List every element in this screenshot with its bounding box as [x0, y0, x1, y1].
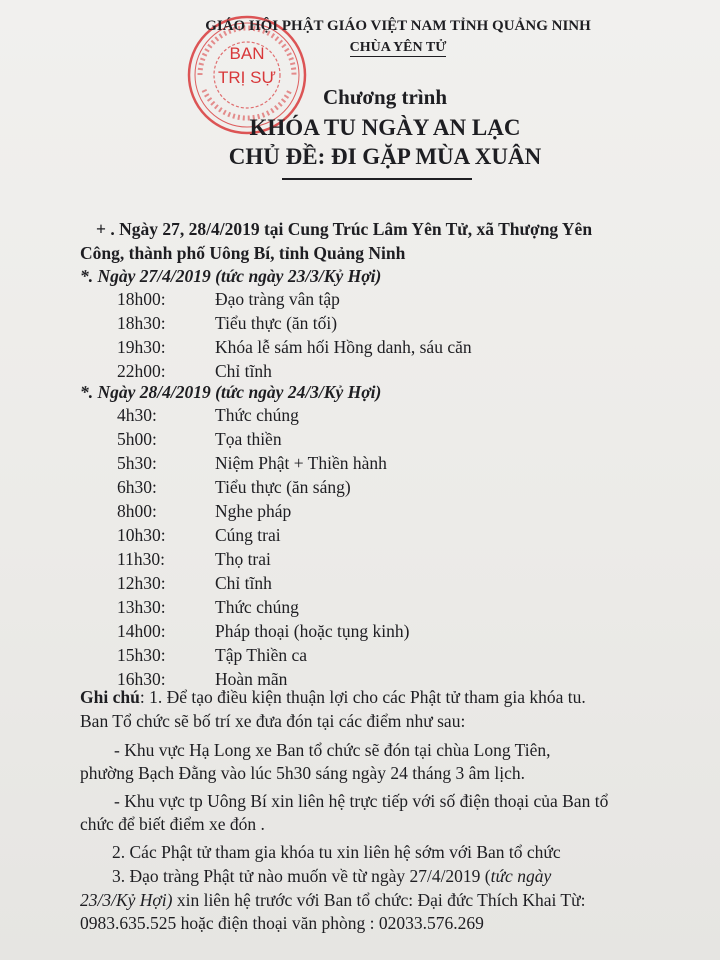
note-1-line-2: Ban Tổ chức sẽ bố trí xe đưa đón tại các điểm như sau:	[80, 711, 466, 731]
schedule-time: 6h30:	[117, 477, 157, 497]
stamp-line2: TRỊ SỰ	[218, 68, 276, 87]
schedule-activity: Khóa lễ sám hối Hồng danh, sáu căn	[215, 337, 472, 357]
schedule-time: 4h30:	[117, 405, 157, 425]
organization-name: GIÁO HỘI PHẬT GIÁO VIỆT NAM TỈNH QUẢNG NINH	[205, 18, 591, 34]
schedule-activity: Tập Thiền ca	[215, 645, 307, 665]
note-3-line-1	[112, 866, 551, 887]
note-3-line-3: 0983.635.525 hoặc điện thoại văn phòng : 02033.576.269	[80, 913, 484, 933]
schedule-activity: Thức chúng	[215, 597, 299, 617]
schedule-activity: Pháp thoại (hoặc tụng kinh)	[215, 621, 410, 641]
note-1-bullet-2-line-2: chức để biết điểm xe đón .	[80, 814, 265, 834]
note-1-bullet-1-line-2: phường Bạch Đằng vào lúc 5h30 sáng ngày 24 tháng 3 âm lịch.	[80, 763, 525, 783]
theme-underline	[282, 178, 472, 180]
schedule-activity: Tiểu thực (ăn tối)	[215, 313, 338, 333]
schedule-activity: Đạo tràng vân tập	[215, 289, 340, 309]
day2-heading: *. Ngày 28/4/2019 (tức ngày 24/3/Kỷ Hợi)	[80, 382, 382, 402]
schedule-time: 16h30:	[117, 669, 166, 689]
note-3-text-a: 3. Đạo tràng Phật tử nào muốn về từ ngày 27/4/2019 (	[112, 866, 491, 886]
schedule-time: 14h00:	[117, 621, 166, 641]
schedule-time: 11h30:	[117, 549, 165, 569]
course-title: KHÓA TU NGÀY AN LẠC	[249, 115, 521, 140]
schedule-time: 22h00:	[117, 361, 166, 381]
schedule-activity: Chỉ tĩnh	[215, 573, 272, 593]
stamp-line1: BAN	[229, 44, 265, 63]
schedule-activity: Niệm Phật + Thiền hành	[215, 453, 387, 473]
schedule-activity: Cúng trai	[215, 525, 281, 545]
schedule-time: 18h00:	[117, 289, 166, 309]
schedule-time: 19h30:	[117, 337, 166, 357]
schedule-activity: Chỉ tĩnh	[215, 361, 272, 381]
schedule-time: 5h30:	[117, 453, 157, 473]
schedule-activity: Tiểu thực (ăn sáng)	[215, 477, 351, 497]
note-3-italic-b: 23/3/Kỷ Hợi)	[80, 890, 173, 910]
schedule-time: 8h00:	[117, 501, 157, 521]
schedule-activity: Hoàn mãn	[215, 669, 288, 689]
location-line-1: + . Ngày 27, 28/4/2019 tại Cung Trúc Lâm Yên Tử, xã Thượng Yên	[96, 219, 593, 239]
note-2: 2. Các Phật tử tham gia khóa tu xin liên hệ sớm với Ban tổ chức	[112, 842, 561, 862]
location-line-2: Công, thành phố Uông Bí, tỉnh Quảng Ninh	[80, 243, 406, 263]
program-label: Chương trình	[322, 85, 447, 109]
temple-name	[38, 40, 720, 56]
note-3-line-2	[80, 890, 585, 911]
schedule-time: 15h30:	[117, 645, 166, 665]
schedule-time: 5h00:	[117, 429, 157, 449]
note-3-italic-a: tức ngày	[490, 866, 552, 886]
day1-heading: *. Ngày 27/4/2019 (tức ngày 23/3/Kỷ Hợi)	[80, 266, 382, 286]
note-1-text: : 1. Để tạo điều kiện thuận lợi cho các Phật tử tham gia khóa tu.	[139, 687, 586, 707]
schedule-activity: Nghe pháp	[215, 501, 292, 521]
schedule-activity: Thức chúng	[215, 405, 299, 425]
note-1-bullet-2-line-1: - Khu vực tp Uông Bí xin liên hệ trực tiếp với số điện thoại của Ban tổ	[114, 791, 609, 811]
schedule-activity: Thọ trai	[215, 549, 271, 569]
temple-name-text: CHÙA YÊN TỬ	[349, 40, 447, 55]
note-1-line-1	[80, 687, 586, 708]
schedule-time: 10h30:	[117, 525, 166, 545]
schedule-time: 13h30:	[117, 597, 166, 617]
note-3-text-b: xin liên hệ trước với Ban tổ chức: Đại đức Thích Khai Từ:	[172, 890, 586, 910]
note-1-bullet-1-line-1: - Khu vực Hạ Long xe Ban tổ chức sẽ đón tại chùa Long Tiên,	[114, 740, 551, 760]
schedule-activity: Tọa thiền	[215, 429, 282, 449]
schedule-time: 12h30:	[117, 573, 166, 593]
schedule-time: 18h30:	[117, 313, 166, 333]
course-theme: CHỦ ĐỀ: ĐI GẶP MÙA XUÂN	[228, 144, 542, 169]
notes-label: Ghi chú	[80, 687, 140, 707]
